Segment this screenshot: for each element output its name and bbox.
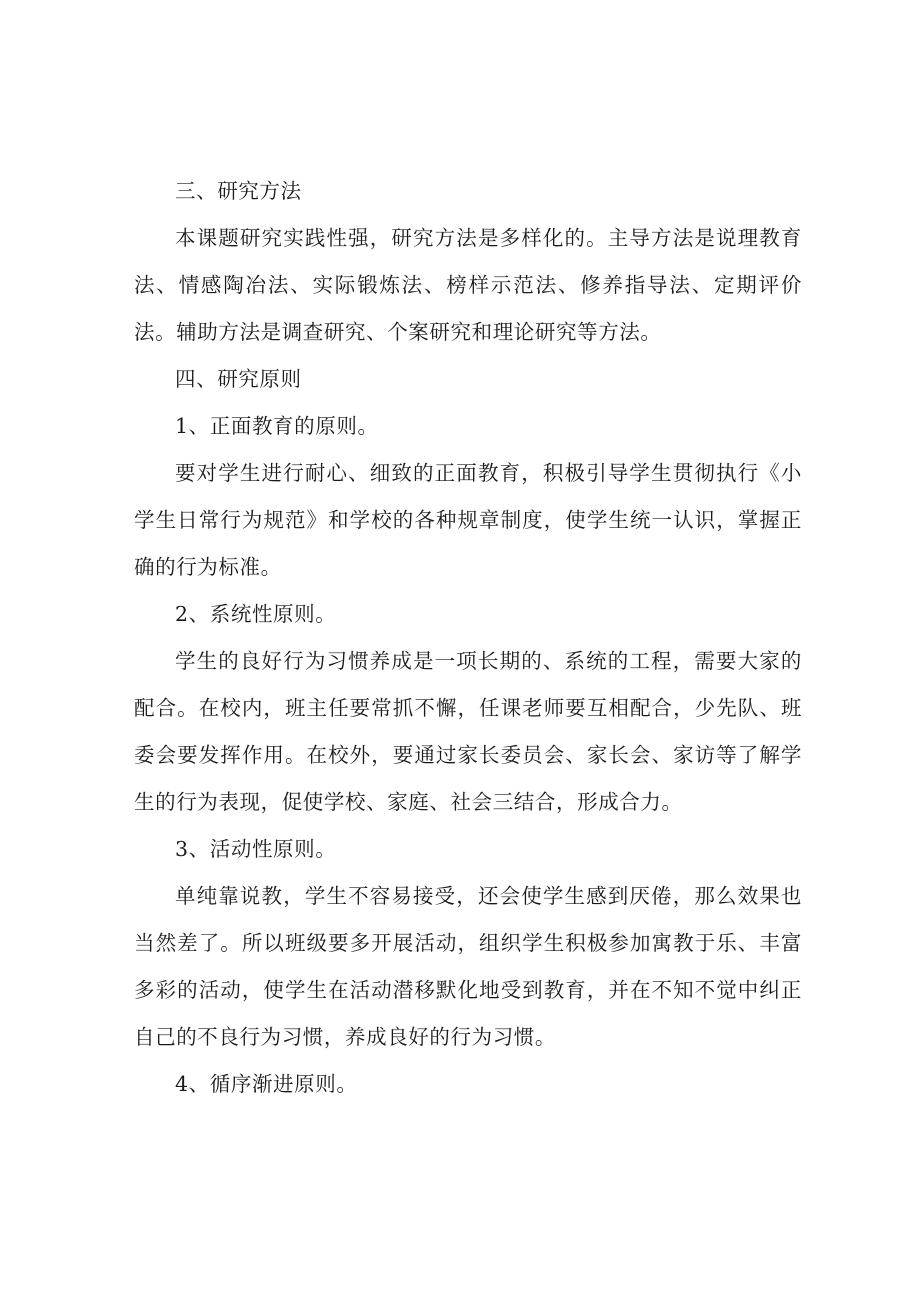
subheading-positive-education: 1、正面教育的原则。: [175, 414, 379, 438]
paragraph-positive-education: 要对学生进行耐心、细致的正面教育，积极引导学生贯彻执行《小学生日常行为规范》和学校的各种规章制度，使学生统一认识，掌握正确的行为标准。: [134, 461, 802, 579]
paragraph-methods: 本课题研究实践性强，研究方法是多样化的。主导方法是说理教育法、情感陶冶法、实际锻炼法、榜样示范法、修养指导法、定期评价法。辅助方法是调查研究、个案研究和理论研究等方法。: [134, 226, 802, 344]
subheading-activity: 3、活动性原则。: [175, 837, 337, 861]
section-heading-principles: 四、研究原则: [175, 367, 302, 391]
paragraph-systematic: 学生的良好行为习惯养成是一项长期的、系统的工程，需要大家的配合。在校内，班主任要常抓不懈，任课老师要互相配合，少先队、班委会要发挥作用。在校外，要通过家长委员会、家长会、家访等了解学生的行为表现，促使学校、家庭、社会三结合，形成合力。: [134, 649, 802, 814]
paragraph-activity: 单纯靠说教，学生不容易接受，还会使学生感到厌倦，那么效果也当然差了。所以班级要多开展活动，组织学生积极参加寓教于乐、丰富多彩的活动，使学生在活动潜移默化地受到教育，并在不知不觉中纠正自己的不良行为习惯，养成良好的行为习惯。: [134, 884, 802, 1049]
document-body: [134, 168, 802, 1108]
subheading-gradual: 4、循序渐进原则。: [175, 1072, 358, 1096]
subheading-systematic: 2、系统性原则。: [175, 602, 337, 626]
section-heading-methods: 三、研究方法: [175, 179, 302, 203]
